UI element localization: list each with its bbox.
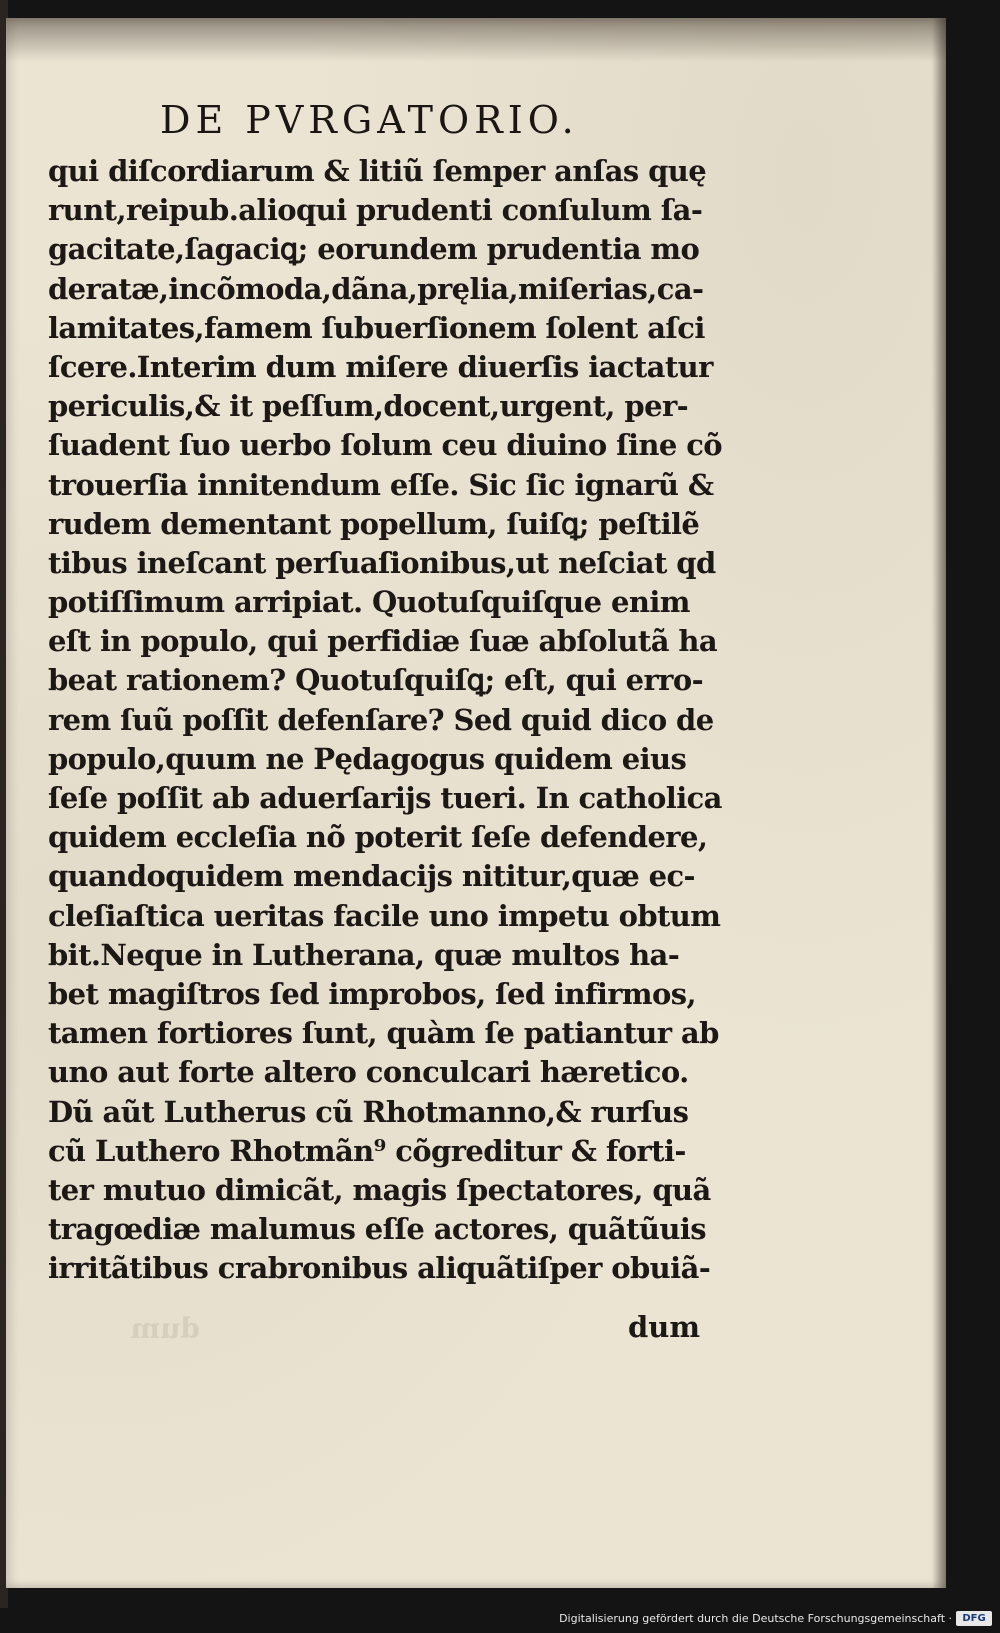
text-line: cleſiaſtica ueritas facile uno impetu obtum — [48, 898, 721, 933]
text-line: tamen fortiores ſunt, quàm ſe patiantur ab — [48, 1016, 719, 1051]
text-line: potiſſimum arripiat. Quotuſquiſque enim — [48, 585, 690, 620]
text-line: gacitate,ſagaciꝗ; eorundem prudentia mo — [48, 232, 700, 267]
text-line: irritãtibus crabronibus aliquãtiſper obuiã‑ — [48, 1251, 711, 1286]
show-through-text: dum — [130, 1312, 200, 1345]
text-line: eſt in populo, qui perfidiæ ſuæ abſolutã ha — [48, 624, 718, 659]
text-line: lamitates,famem ſubuerſionem ſolent aſci — [48, 310, 705, 345]
text-line: qui diſcordiarum & litiũ ſemper anſas quę — [48, 154, 707, 188]
text-line: runt,reipub.alioqui prudenti conſulum ſa‑ — [48, 193, 703, 228]
text-line: trouerſia innitendum eſſe. Sic ſic ignarũ & — [48, 467, 714, 502]
text-line: populo,quum ne Pędagogus quidem eius — [48, 741, 687, 776]
text-line: ter mutuo dimicãt, magis ſpectatores, quã — [48, 1172, 711, 1207]
text-line: bet magiſtros ſed improbos, ſed infirmos, — [48, 976, 696, 1011]
text-line: ſcere.Interim dum miſere diuerſis iactatur — [48, 349, 713, 384]
text-line: quidem eccleſia nõ poterit ſeſe defendere, — [48, 820, 708, 855]
text-line: beat rationem? Quotuſquiſꝗ; eſt, qui erro‑ — [48, 663, 704, 698]
text-line: tragœdiæ malumus eſſe actores, quãtũuis — [48, 1212, 707, 1247]
text-line: rem ſuũ poſſit defenſare? Sed quid dico de — [48, 702, 714, 737]
text-line: periculis,& it peſſum,docent,urgent, per‑ — [48, 389, 689, 424]
text-line: ſeſe poſſit ab aduerſarijs tueri. In catholica — [48, 781, 722, 815]
text-line: Dũ aũt Lutherus cũ Rhotmanno,& rurſus — [48, 1094, 689, 1129]
running-head: DE PVRGATORIO. — [160, 98, 579, 142]
text-line: rudem dementant popellum, ſuiſꝗ; peſtilẽ — [48, 506, 700, 541]
text-line: ſuadent ſuo uerbo ſolum ceu diuino ſine cõ — [48, 428, 723, 463]
text-line: deratæ,incõmoda,dãna,pręlia,miſerias,ca‑ — [48, 271, 704, 306]
body-text — [48, 152, 728, 1288]
catchword: dum — [627, 1310, 700, 1344]
text-line: cũ Luthero Rhotmãn⁹ cõgreditur & forti‑ — [48, 1133, 686, 1168]
page-top-shadow — [6, 18, 946, 62]
text-line: bit.Neque in Lutherana, quæ multos ha‑ — [48, 937, 680, 972]
page-right-edge — [932, 18, 946, 1588]
dfg-credit: Digitalisierung gefördert durch die Deutsche Forschungsgemeinschaft · — [559, 1612, 952, 1625]
dfg-logo: DFG — [956, 1611, 992, 1626]
text-line: uno aut forte altero conculcari hæretico. — [48, 1055, 689, 1090]
text-line: quandoquidem mendacijs nititur,quæ ec‑ — [48, 859, 695, 894]
text-line: tibus ineſcant perſuaſionibus,ut neſciat qd — [48, 545, 716, 580]
